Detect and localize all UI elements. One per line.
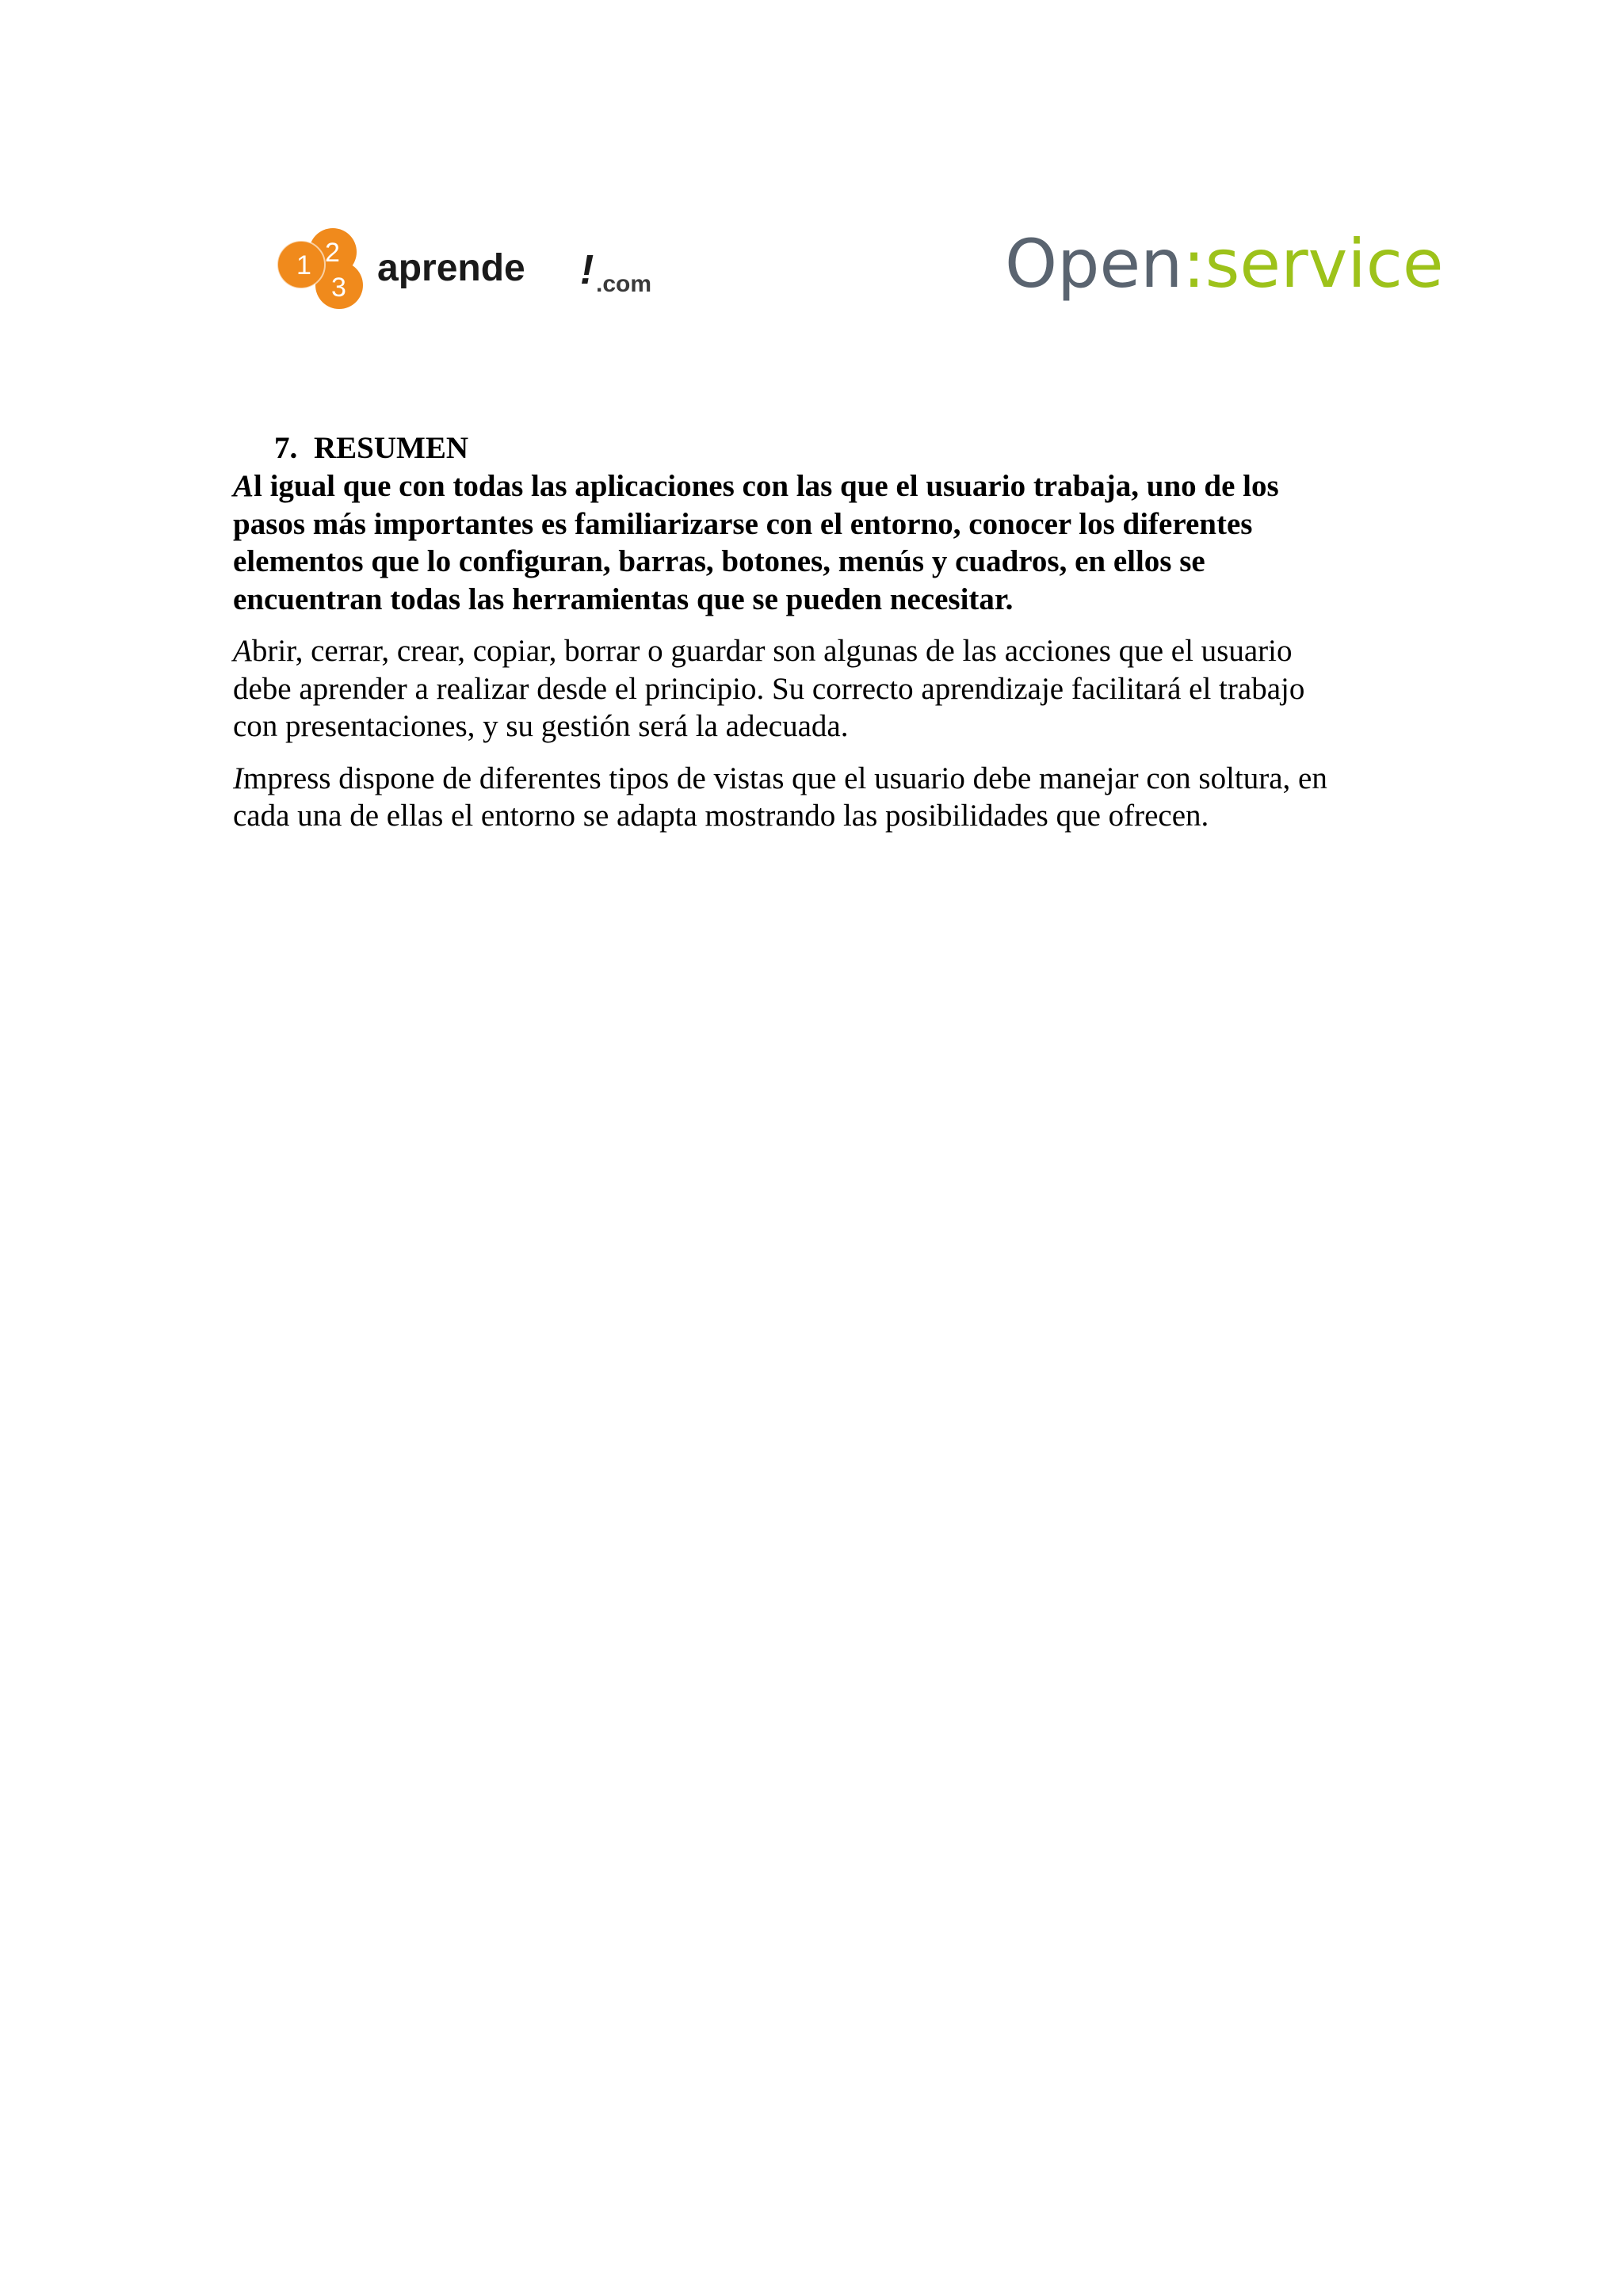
paragraph-line: debe aprender a realizar desde el principio. Su correcto aprendizaje facilitará el trabajo xyxy=(233,671,1305,706)
logo-digit-3: 3 xyxy=(331,273,346,303)
summary-paragraph-1 xyxy=(233,467,1406,618)
logo-suffix: .com xyxy=(596,271,652,297)
logo-open xyxy=(1005,225,1444,303)
line-text: brir, cerrar, crear, copiar, borrar o guardar son algunas de las acciones que el usuario xyxy=(251,634,1293,668)
paragraph-line: elementos que lo configuran, barras, botones, menús y cuadros, en ellos se xyxy=(233,544,1205,578)
summary-paragraph-3 xyxy=(233,760,1406,835)
logo-open-text: Open xyxy=(1005,225,1183,303)
initial-letter: I xyxy=(233,761,243,795)
document-body xyxy=(233,429,1406,835)
openservice-logo xyxy=(1005,222,1444,317)
logo-wordmark: aprende xyxy=(377,247,525,289)
page-header xyxy=(0,0,1623,333)
line-text: mpress dispone de diferentes tipos de vistas que el usuario debe manejar con soltura, en xyxy=(243,761,1327,795)
initial-letter: A xyxy=(233,469,254,503)
summary-paragraph-2 xyxy=(233,632,1406,746)
paragraph-line xyxy=(233,632,1406,670)
paragraph-line: con presentaciones, y su gestión será la adecuada. xyxy=(233,709,849,743)
paragraph-line: cada una de ellas el entorno se adapta mostrando las posibilidades que ofrecen. xyxy=(233,799,1209,833)
initial-letter: A xyxy=(233,634,252,668)
paragraph-line: encuentran todas las herramientas que se pueden necesitar. xyxy=(233,582,1014,616)
section-heading xyxy=(233,429,1406,467)
section-title: RESUMEN xyxy=(314,431,469,465)
logo-colon: : xyxy=(1182,225,1205,303)
aprende-logo xyxy=(269,223,682,318)
aprende-logo-graphic xyxy=(269,223,682,318)
logo-digit-1: 1 xyxy=(296,250,311,280)
logo-digit-2: 2 xyxy=(325,238,340,268)
section-number: 7. xyxy=(274,431,298,465)
paragraph-line: pasos más importantes es familiarizarse con el entorno, conocer los diferentes xyxy=(233,506,1253,541)
paragraph-line xyxy=(233,760,1406,798)
logo-bang: ! xyxy=(580,247,594,293)
line-text: l igual que con todas las aplicaciones con las que el usuario trabaja, uno de los xyxy=(254,469,1279,503)
logo-service-text: service xyxy=(1205,225,1444,303)
openservice-logo-graphic xyxy=(1005,222,1444,317)
paragraph-line xyxy=(233,467,1406,505)
